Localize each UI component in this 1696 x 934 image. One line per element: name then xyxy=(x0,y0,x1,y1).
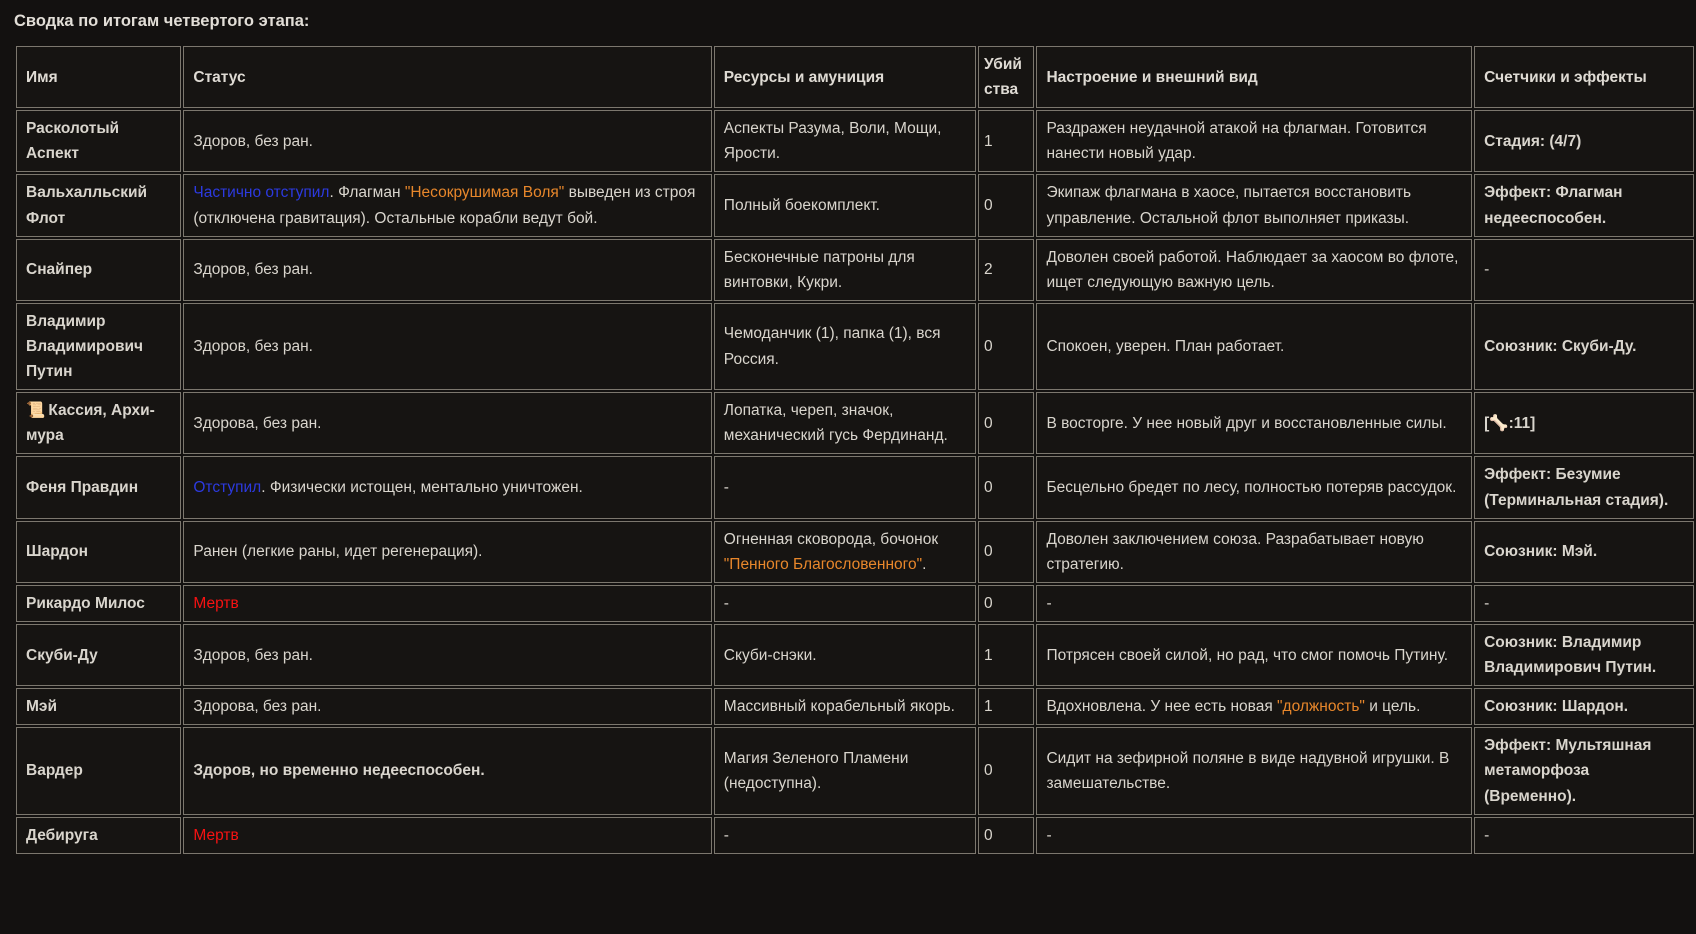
cell-kills xyxy=(978,110,1034,172)
text-segment: - xyxy=(1484,261,1490,279)
table-row xyxy=(16,688,1694,725)
text-segment: - xyxy=(1484,826,1490,844)
status-retreat-link[interactable]: Отступил xyxy=(193,478,262,496)
kills-count: 0 xyxy=(983,478,993,496)
cell-name xyxy=(16,585,181,622)
cell-resources xyxy=(714,174,976,236)
text-segment: - xyxy=(723,478,729,496)
text-segment: В восторге. У нее новый друг и восстановленные силы. xyxy=(1046,414,1447,432)
cell-name xyxy=(16,727,181,814)
text-segment: "Несокрушимая Воля" xyxy=(404,184,565,202)
text-segment: Здоров, без ран. xyxy=(193,337,313,355)
text-segment: Союзник: Владимир Владимирович Путин. xyxy=(1484,633,1657,677)
text-segment: . Флагман xyxy=(329,184,405,202)
cell-mood xyxy=(1036,392,1472,454)
text-segment: Скуби-снэки. xyxy=(723,646,817,664)
table-row xyxy=(16,456,1694,518)
cell-resources xyxy=(714,392,976,454)
cell-name xyxy=(16,239,181,301)
text-segment: Потрясен своей силой, но рад, что смог помочь Путину. xyxy=(1046,646,1448,664)
kills-count: 2 xyxy=(983,261,993,279)
table-row xyxy=(16,521,1694,583)
text-segment: Мертв xyxy=(193,826,239,844)
character-name: Вальхалльский Флот xyxy=(26,184,148,227)
character-name: Кассия, Архи-мура xyxy=(26,402,155,445)
character-name: Мэй xyxy=(26,698,57,716)
text-segment: Раздражен неудачной атакой на флагман. Готовится нанести новый удар. xyxy=(1046,120,1427,163)
text-segment: Лопатка, череп, значок, механический гусь Фердинанд. xyxy=(723,402,948,445)
cell-resources xyxy=(714,688,976,725)
table-row xyxy=(16,585,1694,622)
text-segment: - xyxy=(1046,826,1052,844)
cell-mood xyxy=(1036,303,1472,390)
text-segment: Здоров, без ран. xyxy=(193,646,313,664)
text-segment: выведен из строя (отключена гравитация). Остальные корабли ведут бой. xyxy=(193,184,696,227)
table-row xyxy=(16,239,1694,301)
cell-name xyxy=(16,110,181,172)
kills-count: 0 xyxy=(983,414,993,432)
text-segment: "Пенного Благословенного" xyxy=(723,555,923,573)
kills-count: 1 xyxy=(983,698,993,716)
table-header-row xyxy=(16,46,1694,108)
cell-counters xyxy=(1474,817,1694,854)
text-segment: Доволен своей работой. Наблюдает за хаосом во флоте, ищет следующую важную цель. xyxy=(1046,248,1459,291)
text-segment: . Физически истощен, ментально уничтожен. xyxy=(261,478,583,496)
column-header-resources: Ресурсы и амуниция xyxy=(714,46,976,108)
table-row xyxy=(16,624,1694,686)
cell-counters xyxy=(1474,110,1694,172)
cell-resources xyxy=(714,303,976,390)
cell-counters xyxy=(1474,727,1694,814)
cell-kills xyxy=(978,817,1034,854)
table-row xyxy=(16,110,1694,172)
cell-name xyxy=(16,624,181,686)
cell-status xyxy=(183,817,711,854)
text-segment: Бесцельно бредет по лесу, полностью потеряв рассудок. xyxy=(1046,478,1457,496)
text-segment: Здоров, но временно недееспособен. xyxy=(193,762,485,780)
cell-kills xyxy=(978,303,1034,390)
cell-resources xyxy=(714,585,976,622)
cell-mood xyxy=(1036,624,1472,686)
cell-mood xyxy=(1036,456,1472,518)
cell-name xyxy=(16,521,181,583)
cell-kills xyxy=(978,585,1034,622)
cell-resources xyxy=(714,817,976,854)
kills-count: 0 xyxy=(983,337,993,355)
character-name: Владимир Владимирович Путин xyxy=(26,312,144,381)
table-row xyxy=(16,174,1694,236)
cell-mood xyxy=(1036,521,1472,583)
table-row xyxy=(16,727,1694,814)
cell-name xyxy=(16,303,181,390)
text-segment: - xyxy=(1484,594,1490,612)
kills-count: 1 xyxy=(983,646,993,664)
table-row xyxy=(16,817,1694,854)
cell-status xyxy=(183,392,711,454)
cell-kills xyxy=(978,688,1034,725)
cell-kills xyxy=(978,727,1034,814)
cell-counters xyxy=(1474,624,1694,686)
kills-count: 0 xyxy=(983,762,993,780)
cell-mood xyxy=(1036,585,1472,622)
column-header-mood: Настроение и внешний вид xyxy=(1036,46,1472,108)
text-segment: Чемоданчик (1), папка (1), вся Россия. xyxy=(723,325,941,368)
cell-status xyxy=(183,727,711,814)
cell-status xyxy=(183,303,711,390)
text-segment: . xyxy=(922,555,927,573)
column-header-name: Имя xyxy=(16,46,181,108)
cell-kills xyxy=(978,456,1034,518)
cell-status xyxy=(183,585,711,622)
text-segment: - xyxy=(1046,594,1052,612)
cell-counters xyxy=(1474,585,1694,622)
text-segment: Вдохновлена. У нее есть новая xyxy=(1046,698,1278,716)
cell-mood xyxy=(1036,239,1472,301)
text-segment: Сидит на зефирной поляне в виде надувной игрушки. В замешательстве. xyxy=(1046,749,1450,792)
cell-mood xyxy=(1036,727,1472,814)
text-segment: Ранен (легкие раны, идет регенерация). xyxy=(193,543,483,561)
page-title: Сводка по итогам четвертого этапа: xyxy=(14,12,310,30)
character-name: Шардон xyxy=(26,543,88,561)
character-name: Расколотый Аспект xyxy=(26,120,120,163)
scroll-icon: 📜 xyxy=(26,402,46,420)
header-row xyxy=(16,46,1694,108)
kills-count: 0 xyxy=(983,594,993,612)
text-segment: [🦴:11] xyxy=(1484,414,1536,432)
cell-kills xyxy=(978,624,1034,686)
cell-kills xyxy=(978,239,1034,301)
text-segment: Здорова, без ран. xyxy=(193,414,322,432)
table-body xyxy=(16,110,1694,854)
text-segment: Экипаж флагмана в хаосе, пытается восстановить управление. Остальной флот выполняет приказы. xyxy=(1046,184,1412,227)
cell-status xyxy=(183,174,711,236)
text-segment: - xyxy=(723,826,729,844)
cell-status xyxy=(183,110,711,172)
kills-count: 0 xyxy=(983,826,993,844)
text-segment: - xyxy=(723,594,729,612)
text-segment: Союзник: Шардон. xyxy=(1484,698,1629,716)
cell-counters xyxy=(1474,688,1694,725)
cell-name xyxy=(16,174,181,236)
cell-mood xyxy=(1036,688,1472,725)
character-name: Снайпер xyxy=(26,261,93,279)
cell-kills xyxy=(978,521,1034,583)
cell-counters xyxy=(1474,456,1694,518)
cell-kills xyxy=(978,392,1034,454)
text-segment: Массивный корабельный якорь. xyxy=(723,698,955,716)
text-segment: Магия Зеленого Пламени (недоступна). xyxy=(723,749,909,792)
kills-count: 1 xyxy=(983,132,993,150)
cell-name xyxy=(16,392,181,454)
kills-count: 0 xyxy=(983,196,993,214)
cell-counters xyxy=(1474,174,1694,236)
cell-name xyxy=(16,456,181,518)
cell-resources xyxy=(714,521,976,583)
cell-counters xyxy=(1474,303,1694,390)
text-segment: Спокоен, уверен. План работает. xyxy=(1046,337,1285,355)
cell-status xyxy=(183,239,711,301)
text-segment: Здоров, без ран. xyxy=(193,261,313,279)
text-segment: Огненная сковорода, бочонок xyxy=(723,530,939,548)
cell-mood xyxy=(1036,817,1472,854)
text-segment: Союзник: Скуби-Ду. xyxy=(1484,337,1637,355)
cell-kills xyxy=(978,174,1034,236)
text-segment: Мертв xyxy=(193,594,239,612)
text-segment: "должность" xyxy=(1277,698,1365,716)
cell-name xyxy=(16,817,181,854)
text-segment: Здорова, без ран. xyxy=(193,698,322,716)
text-segment: Союзник: Мэй. xyxy=(1484,543,1598,561)
text-segment: Аспекты Разума, Воли, Мощи, Ярости. xyxy=(723,120,942,163)
cell-status xyxy=(183,456,711,518)
cell-mood xyxy=(1036,110,1472,172)
table-row xyxy=(16,392,1694,454)
cell-resources xyxy=(714,110,976,172)
table-row xyxy=(16,303,1694,390)
text-segment: Эффект: Безумие (Терминальная стадия). xyxy=(1484,466,1669,509)
cell-resources xyxy=(714,456,976,518)
character-name: Дебируга xyxy=(26,826,98,844)
cell-counters xyxy=(1474,239,1694,301)
character-name: Рикардо Милос xyxy=(26,594,145,612)
cell-mood xyxy=(1036,174,1472,236)
cell-status xyxy=(183,688,711,725)
cell-status xyxy=(183,624,711,686)
cell-resources xyxy=(714,239,976,301)
column-header-counters: Счетчики и эффекты xyxy=(1474,46,1694,108)
character-name: Скуби-Ду xyxy=(26,646,98,664)
text-segment: Стадия: (4/7) xyxy=(1484,132,1582,150)
cell-counters xyxy=(1474,392,1694,454)
text-segment: Доволен заключением союза. Разрабатывает новую стратегию. xyxy=(1046,530,1424,573)
status-retreat-link[interactable]: Частично отступил xyxy=(193,184,330,202)
text-segment: Бесконечные патроны для винтовки, Кукри. xyxy=(723,248,915,291)
cell-resources xyxy=(714,624,976,686)
character-name: Феня Правдин xyxy=(26,478,139,496)
column-header-status: Статус xyxy=(183,46,711,108)
character-name: Вардер xyxy=(26,762,83,780)
cell-name xyxy=(16,688,181,725)
text-segment: Эффект: Мультяшная метаморфоза (Временно). xyxy=(1484,737,1652,805)
text-segment: Полный боекомплект. xyxy=(723,196,880,214)
text-segment: и цель. xyxy=(1364,698,1421,716)
column-header-kills: Убийства xyxy=(978,46,1034,108)
text-segment: Эффект: Флагман недееспособен. xyxy=(1484,184,1623,227)
kills-count: 0 xyxy=(983,543,993,561)
summary-table xyxy=(14,44,1696,856)
cell-counters xyxy=(1474,521,1694,583)
cell-resources xyxy=(714,727,976,814)
text-segment: Здоров, без ран. xyxy=(193,132,313,150)
cell-status xyxy=(183,521,711,583)
